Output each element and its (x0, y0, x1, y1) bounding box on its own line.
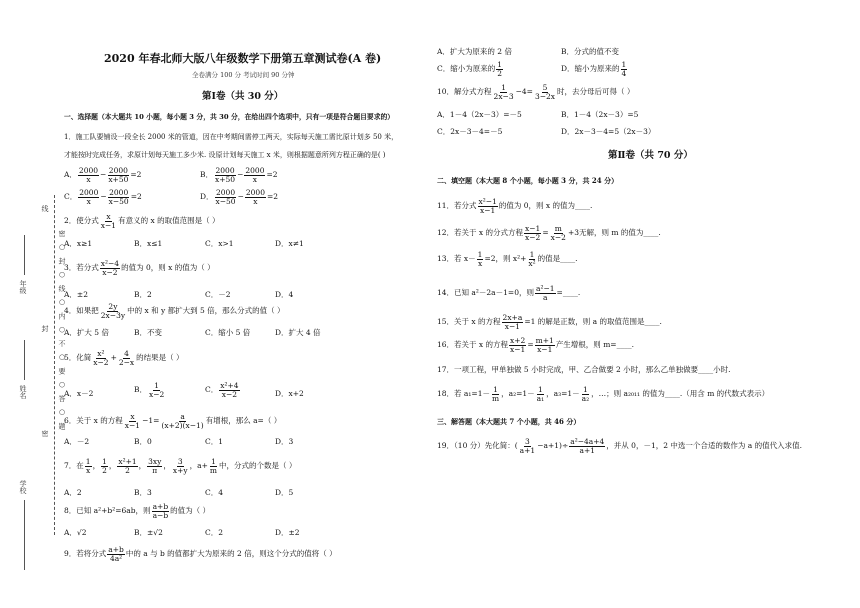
q3-option-c[interactable]: C．－2 (205, 290, 231, 299)
grade-blank (24, 235, 25, 275)
q10-option-d[interactable]: D．2x－3－4=5（2x－3） (561, 127, 656, 136)
q3-option-d[interactable]: D．4 (275, 290, 294, 299)
q7-option-a[interactable]: A．2 (64, 488, 82, 497)
q18: 18．若 a₁=1－ $\frac{1}{m}$ ，a₂=1－ $\frac{1}{\text{a₁}}$ ，a₃=1－ $\frac{1}{\text{a₂}}$ ，…；则 a₂₀₁₁ 的值为____.（用含 m 的代数式表示） (437, 385, 770, 403)
q8-option-c[interactable]: C．2 (205, 528, 224, 537)
side-label-school: 学校 (19, 480, 27, 494)
q8-stem: 8．已知 a²+b²=6ab，则 $\frac{a+b}{a-b}$ 的值为（ ） (64, 502, 211, 520)
q11: 11．若分式 $\frac{\text{x²−1}}{x-1}$ 的值为 0，则 x 的值为____. (437, 197, 593, 215)
page-title: 2020 年春北师大版八年级数学下册第五章测试卷(A 卷) (104, 52, 382, 65)
side-label-line: 线 (41, 205, 49, 212)
q3-option-b[interactable]: B．2 (134, 290, 152, 299)
part1-heading: 第Ⅰ卷（共 30 分） (202, 91, 284, 102)
binding-dashed-line (54, 195, 55, 535)
q7-option-d[interactable]: D．5 (275, 488, 294, 497)
q1-option-d[interactable]: D． $\frac{2000}{x-50}$ − $\frac{2000}{x}$ =2 (200, 188, 279, 206)
q7-option-b[interactable]: B．3 (134, 488, 152, 497)
q16: 16．若关于 x 的方程 $\frac{x+2}{x-1}$ = $\frac{m+1}{x-1}$ 产生增根，则 m=____. (437, 336, 634, 354)
q8-option-b[interactable]: B．±√2 (134, 528, 163, 537)
q6-option-a[interactable]: A．－2 (64, 437, 90, 446)
q1-option-c[interactable]: C． $\frac{2000}{x}$ − $\frac{2000}{x-50}$ =2 (64, 188, 142, 206)
q17: 17．一项工程，甲单独做 5 小时完成，甲、乙合做要 2 小时，那么乙单独做要____小时. (437, 365, 731, 374)
part2-heading: 第Ⅱ卷（共 70 分） (608, 150, 693, 161)
q2-option-b[interactable]: B．x≤1 (134, 239, 163, 248)
q4-option-a[interactable]: A．扩大 5 倍 (64, 328, 109, 337)
q6-option-b[interactable]: B．0 (134, 437, 152, 446)
q8-option-d[interactable]: D．±2 (275, 528, 300, 537)
q5-option-d[interactable]: D．x+2 (275, 389, 304, 398)
q8-option-a[interactable]: A．√2 (64, 528, 87, 537)
section3-heading: 三、解答题（本大题共 7 个小题，共 46 分） (437, 417, 581, 426)
q1-option-a[interactable]: A． $\frac{2000}{x}$ − $\frac{2000}{x+50}$ =2 (64, 166, 142, 184)
side-label-seal: 封 (41, 325, 49, 332)
q5-option-b[interactable]: B． $\frac{1}{x-2}$ (134, 381, 165, 399)
q2-option-c[interactable]: C．x>1 (205, 239, 234, 248)
q14: 14．已知 a²－2a－1=0，则 $\frac{\text{a²−1}}{a}$ =____. (437, 284, 581, 302)
q6-option-c[interactable]: C．1 (205, 437, 224, 446)
q2-option-a[interactable]: A．x≥1 (64, 239, 93, 248)
q9-option-b[interactable]: B．分式的值不变 (561, 47, 620, 56)
q9-option-a[interactable]: A．扩大为原来的 2 倍 (437, 47, 512, 56)
side-label-name: 姓名 (19, 385, 27, 399)
q6-stem: 6．关于 x 的方程 $\frac{x}{x-1}$ −1= $\frac{a}{(x+2)(x-1)}$ 有增根，那么 a=（ ） (64, 412, 282, 430)
q1-line1: 1．施工队要铺设一段全长 2000 米的管道，因在中考期间需停工两天，实际每天施工需比原计划多 50 米， (64, 133, 399, 141)
q10-stem: 10．解分式方程 $\frac{1}{2x-3}$ −4= $\frac{5}{3-2x}$ 时，去分母后可得（ ） (437, 83, 635, 101)
section2-heading: 二、填空题（本大题 8 个小题，每小题 3 分，共 24 分） (437, 176, 619, 185)
q12: 12．若关于 x 的分式方程 $\frac{x-1}{x-2}$ = $\frac{m}{x-2}$ +3无解，则 m 的值为____. (437, 224, 661, 242)
q6-option-d[interactable]: D．3 (275, 437, 294, 446)
q5-stem: 5．化简 $\frac{\text{x²}}{x-2}$ + $\frac{4}{2-x}$ 的结果是（ ） (64, 349, 184, 367)
q5-option-a[interactable]: A．x－2 (64, 389, 94, 398)
q9-option-c[interactable]: C．缩小为原来的 $\frac{1}{2}$ (437, 60, 503, 78)
q4-option-d[interactable]: D．扩大 4 倍 (275, 328, 321, 337)
q7-stem: 7．在 $\frac{1}{x}$ ， $\frac{1}{2}$ ， $\frac{\text{x²+1}}{2}$ ， $\frac{3xy}{\pi}$ ， $\frac{3}{x+y}$ ，a+ $\frac{1}{m}$ 中，分式的个数是（ ） (64, 457, 297, 475)
q13: 13．若 x－ $\frac{1}{x}$ =2，则 x²+ $\frac{1}{\text{x²}}$ 的值是____. (437, 250, 578, 268)
q2-option-d[interactable]: D．x≠1 (275, 239, 304, 248)
name-blank (24, 340, 25, 380)
q10-option-c[interactable]: C．2x－3－4=－5 (437, 127, 503, 136)
school-blank (24, 500, 25, 570)
section1-heading: 一、选择题（本大题共 10 小题，每小题 3 分，共 30 分，在给出四个选项中，只有一项是符合题目要求的） (64, 113, 395, 121)
q3-stem: 3．若分式 $\frac{\text{x²−4}}{x-2}$ 的值为 0，则 x 的值为（ ） (64, 259, 215, 277)
binding-warning-text: 密 ○ 封 ○ 线 ○ 内 ○ 不 ○ 要 ○ 答 ○ 题 (58, 230, 66, 432)
q9-option-d[interactable]: D．缩小为原来的 $\frac{1}{4}$ (561, 60, 627, 78)
q10-option-b[interactable]: B．1－4（2x－3）=5 (561, 110, 639, 119)
q19: 19．（10 分）先化简：( $\frac{3}{a+1}$ −a+1)÷ $\frac{\text{a²−4a+4}}{a+1}$ ，并从 0，－1，2 中选一个合适的数作为 a 的值代入求值. (437, 437, 803, 455)
q4-option-c[interactable]: C．缩小 5 倍 (205, 328, 251, 337)
q10-option-a[interactable]: A．1－4（2x－3）=－5 (437, 110, 522, 119)
side-label-secret: 密 (41, 430, 49, 437)
q7-option-c[interactable]: C．4 (205, 488, 224, 497)
side-label-grade: 年级 (19, 280, 27, 294)
q9-stem: 9．若将分式 $\frac{a+b}{\text{4a²}}$ 中的 a 与 b 的值都扩大为原来的 2 倍，则这个分式的值将（ ） (64, 545, 337, 563)
q1-option-b[interactable]: B． $\frac{2000}{x+50}$ − $\frac{2000}{x}$ =2 (200, 166, 278, 184)
exam-info: 全卷满分 100 分 考试时间 90 分钟 (192, 71, 295, 79)
q1-line2: 才能按时完成任务，求原计划每天施工多少米. 设原计划每天施工 x 米，则根据题意所列方程正确的是( ) (64, 151, 386, 159)
q5-option-c[interactable]: C． $\frac{\text{x²+4}}{x-2}$ (205, 381, 239, 399)
q3-option-a[interactable]: A．±2 (64, 290, 88, 299)
q4-stem: 4．如果把 $\frac{2y}{2x-3y}$ 中的 x 和 y 都扩大到 5 倍，那么分式的值（ ） (64, 302, 285, 320)
q15: 15．关于 x 的方程 $\frac{2x+a}{x-1}$ =1 的解是正数，则 a 的取值范围是____. (437, 313, 662, 331)
q2-stem: 2．使分式 $\frac{x}{x-1}$ 有意义的 x 的取值范围是（ ） (64, 212, 220, 230)
q4-option-b[interactable]: B．不变 (134, 328, 163, 337)
